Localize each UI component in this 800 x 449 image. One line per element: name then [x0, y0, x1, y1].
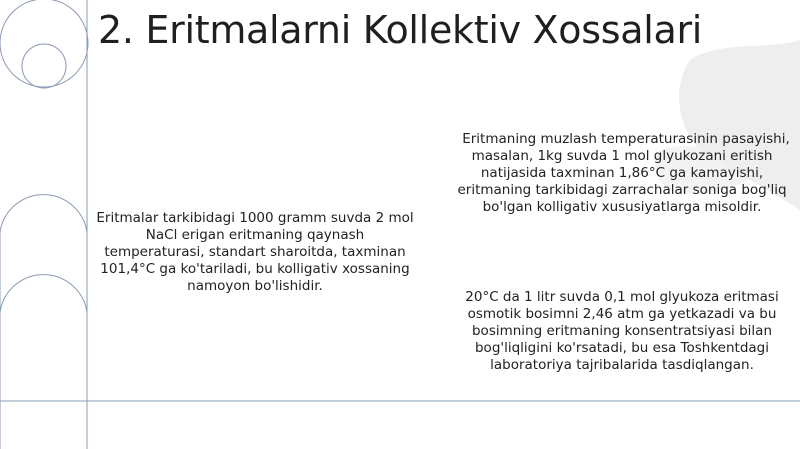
deco-arch-lower: [0, 275, 87, 312]
slide-title: 2. Eritmalarni Kollektiv Xossalari: [98, 8, 703, 52]
paragraph-osmotic-pressure: 20°C da 1 litr suvda 0,1 mol glyukoza eritmasi osmotik bosimni 2,46 atm ga yetkazadi va bu bosimning eritmaning konsentratsiyasi bilan bog'liqligini ko'rsatadi, bu esa Toshkentdagi laboratoriya tajribalarida tasdiqlangan.: [465, 289, 779, 373]
deco-arch-upper: [0, 195, 87, 232]
deco-circle-small: [22, 44, 66, 88]
paragraph-freezing-point-text: Eritmaning muzlash temperaturasinin pasayishi, masalan, 1kg suvda 1 mol glyukozani eritish natijasida taxminan 1,86°C ga kamayishi, eritmaning tarkibidagi zarrachalar soniga bog'liq bo'lgan kolligativ xususiyatlarga misoldir.: [457, 131, 790, 215]
paragraph-boiling-point: Eritmalar tarkibidagi 1000 gramm suvda 2 mol NaCl erigan eritmaning qaynash temperaturasi, standart sharoitda, taxminan 101,4°C ga ko'tariladi, bu kolligativ xossaning namoyon bo'lishidir.: [96, 210, 414, 294]
paragraph-freezing-point: [446, 131, 798, 216]
